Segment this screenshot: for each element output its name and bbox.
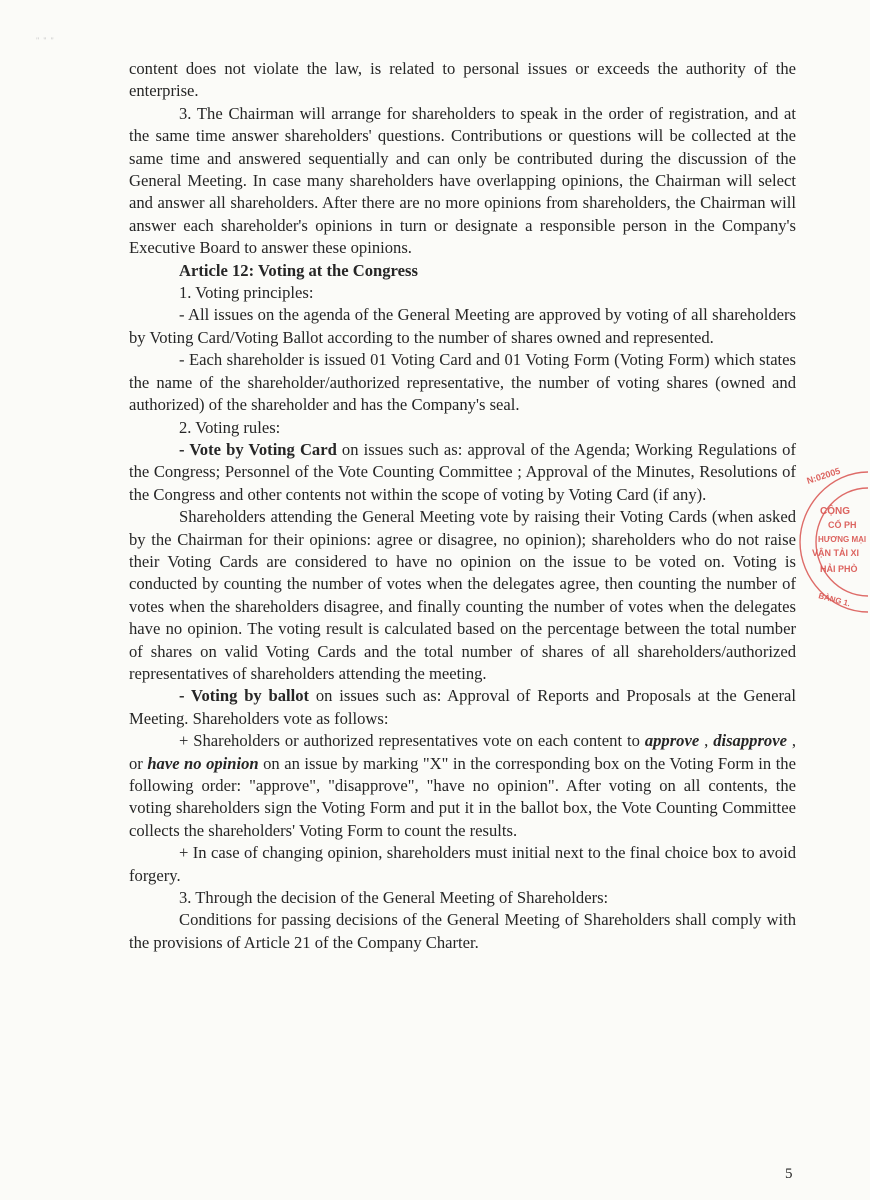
no-opinion-term: have no opinion: [147, 753, 259, 773]
document-body: [129, 58, 796, 954]
paragraph-voting-principles: 1. Voting principles:: [179, 283, 314, 303]
stamp-line-4: VẬN TẢI XI: [812, 548, 860, 558]
vote-by-card-lead: - Vote by Voting Card: [179, 439, 337, 459]
article-heading: [129, 260, 796, 282]
paragraph-through-decision: 3. Through the decision of the General Meeting of Shareholders:: [179, 888, 609, 908]
stamp-line-5: HẢI PHÒ: [820, 564, 858, 574]
ballot-marking-text-d: on an issue by marking "X" in the corresponding box on the Voting Form in the following order: "approve", "disapprove", "have no opinion". After voting on all contents, the voting shareholders sign the Voting Form and put it in the ballot box, the Vote Counting Committee collects the shareholders' Voting Form to count the results.: [129, 753, 796, 840]
paragraph-voting-rules: 2. Voting rules:: [179, 417, 281, 437]
paragraph-ballot-marking: [129, 730, 796, 842]
stamp-line-1: CỘNG: [820, 506, 850, 517]
ballot-marking-text-c: , or: [129, 731, 796, 773]
paragraph-changing-opinion: + In case of changing opinion, shareholders must initial next to the final choice box to avoid forgery.: [129, 843, 796, 885]
paragraph-conditions: Conditions for passing decisions of the General Meeting of Shareholders shall comply with the provisions of Article 21 of the Company Charter.: [129, 910, 796, 952]
paragraph-agenda-approval: - All issues on the agenda of the General Meeting are approved by voting of all shareholders by Voting Card/Voting Ballot according to the number of shares owned and represented.: [129, 305, 796, 347]
paragraph-vote-by-ballot: [129, 685, 796, 730]
disapprove-term: disapprove: [713, 731, 787, 751]
ballot-marking-text-b: ,: [699, 731, 714, 751]
stamp-line-2: CỔ PH: [828, 520, 857, 530]
page-number: 5: [785, 1166, 793, 1182]
article-heading-text: Article 12: Voting at the Congress: [179, 260, 418, 280]
company-seal-stamp: [790, 466, 870, 616]
paragraph-continuation: content does not violate the law, is related to personal issues or exceeds the authority of the enterprise.: [129, 59, 796, 101]
paragraph-raising-cards: Shareholders attending the General Meeting vote by raising their Voting Cards (when asked by the Chairman for their opinions: agree or disagree, no opinion); shareholders who do not raise their Voting Cards are considered to have no opinion on the issue to be voted on. Voting is conducted by counting the number of votes when the delegates agree, then counting the number of votes when the shareholders disagree, and finally counting the number of votes when the delegates have no opinion. The voting result is calculated based on the percentage between the total number of shares on valid Voting Cards and the total number of shares of all shareholders/authorized representatives of shareholders attending the meeting.: [129, 507, 796, 683]
stamp-line-6: BÀNG 1.: [817, 591, 852, 609]
stamp-line-3: HƯƠNG MẠI: [818, 535, 867, 544]
vote-by-ballot-text: on issues such as: Approval of Reports and Proposals at the General Meeting. Shareholders vote as follows:: [129, 686, 797, 728]
paragraph-voting-card-issued: - Each shareholder is issued 01 Voting Card and 01 Voting Form (Voting Form) which states the name of the shareholder/authorized representative, the number of voting shares (owned and authorized) of the shareholder and has the Company's seal.: [129, 350, 796, 415]
paragraph-chairman-speaking: 3. The Chairman will arrange for shareholders to speak in the order of registration, and at the same time answer shareholders' questions. Contributions or questions will be collected at the same time and answered sequentially and can only be contributed during the discussion of the General Meeting. In case many shareholders have overlapping opinions, the Chairman will select and answer all shareholders. After there are no more opinions from shareholders, the Chairman will answer each shareholder's opinions in turn or designate a responsible person in the Company's Executive Board to answer these opinions.: [129, 103, 796, 258]
corner-mark: " " ": [36, 36, 55, 45]
approve-term: approve: [644, 731, 700, 751]
ballot-marking-text-a: + Shareholders or authorized representatives vote on each content to: [179, 731, 645, 751]
vote-by-ballot-lead: - Voting by ballot: [179, 686, 310, 706]
vote-by-card-text: on issues such as: approval of the Agenda; Working Regulations of the Congress; Personnel of the Vote Counting Committee ; Approval of the Minutes, Resolutions of the Congress and other contents not within the scope of voting by Voting Card (if any).: [129, 439, 796, 504]
stamp-number: N:02005: [805, 465, 842, 486]
paragraph-vote-by-card: [129, 439, 796, 506]
